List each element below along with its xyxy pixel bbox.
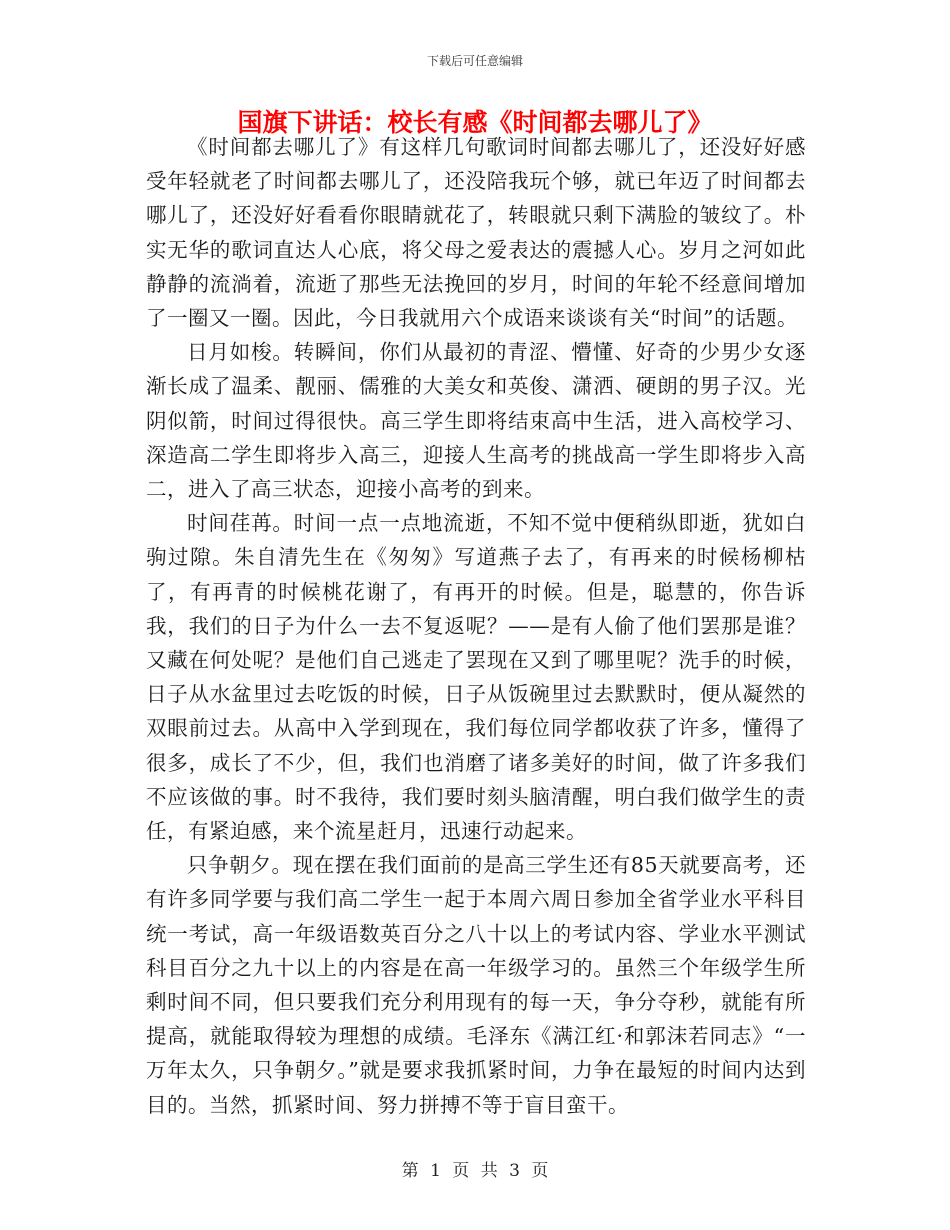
paragraph: 《时间都去哪儿了》有这样几句歌词时间都去哪儿了，还没好好感受年轻就老了时间都去哪儿了，还没陪我玩个够，就已年迈了时间都去哪儿了，还没好好看看你眼睛就花了，转眼就只剩下满脸的皱纹了。朴实无华的歌词直达人心底，将父母之爱表达的震撼人心。岁月之河如此静静的流淌着，流逝了那些无法挽回的岁月，时间的年轮不经意间增加了一圈又一圈。因此，今日我就用六个成语来谈谈有关“时间”的话题。: [146, 135, 806, 331]
paragraph: 时间荏苒。时间一点一点地流逝，不知不觉中便稍纵即逝，犹如白驹过隙。朱自清先生在《匆匆》写道燕子去了，有再来的时候杨柳枯了，有再青的时候桃花谢了，有再开的时候。但是，聪慧的，你告诉我，我们的日子为什么一去不复返呢？——是有人偷了他们罢那是谁？又藏在何处呢？是他们自己逃走了罢现在又到了哪里呢？洗手的时候，日子从水盆里过去吃饭的时候，日子从饭碗里过去默默时，便从凝然的双眼前过去。从高中入学到现在，我们每位同学都收获了许多，懂得了很多，成长了不少，但，我们也消磨了诸多美好的时间，做了许多我们不应该做的事。时不我待，我们要时刻头脑清醒，明白我们做学生的责任，有紧迫感，来个流星赶月，迅速行动起来。: [146, 511, 806, 844]
document-title: 国旗下讲话：校长有感《时间都去哪儿了》: [237, 108, 713, 137]
paragraph: 日月如梭。转瞬间，你们从最初的青涩、懵懂、好奇的少男少女逐渐长成了温柔、靓丽、儒雅的大美女和英俊、潇洒、硬朗的男子汉。光阴似箭，时间过得很快。高三学生即将结束高中生活，进入高校学习、深造高二学生即将步入高三，迎接人生高考的挑战高一学生即将步入高二，进入了高三状态，迎接小高考的到来。: [146, 340, 806, 502]
page-header: 下载后可任意编辑: [426, 54, 523, 68]
page-footer: 第 1 页 共 3 页: [401, 1161, 549, 1181]
document-body: [146, 130, 806, 1122]
paragraph: 只争朝夕。现在摆在我们面前的是高三学生还有85天就要高考，还有许多同学要与我们高二学生一起于本周六周日参加全省学业水平科目统一考试，高一年级语数英百分之八十以上的考试内容、学业水平测试科目百分之九十以上的内容是在高一年级学习的。虽然三个年级学生所剩时间不同，但只要我们充分利用现有的每一天，争分夺秒，就能有所提高，就能取得较为理想的成绩。毛泽东《满江红·和郭沫若同志》“一万年太久，只争朝夕。”就是要求我抓紧时间，力争在最短的时间内达到目的。当然，抓紧时间、努力拼搏不等于盲目蛮干。: [146, 853, 806, 1117]
